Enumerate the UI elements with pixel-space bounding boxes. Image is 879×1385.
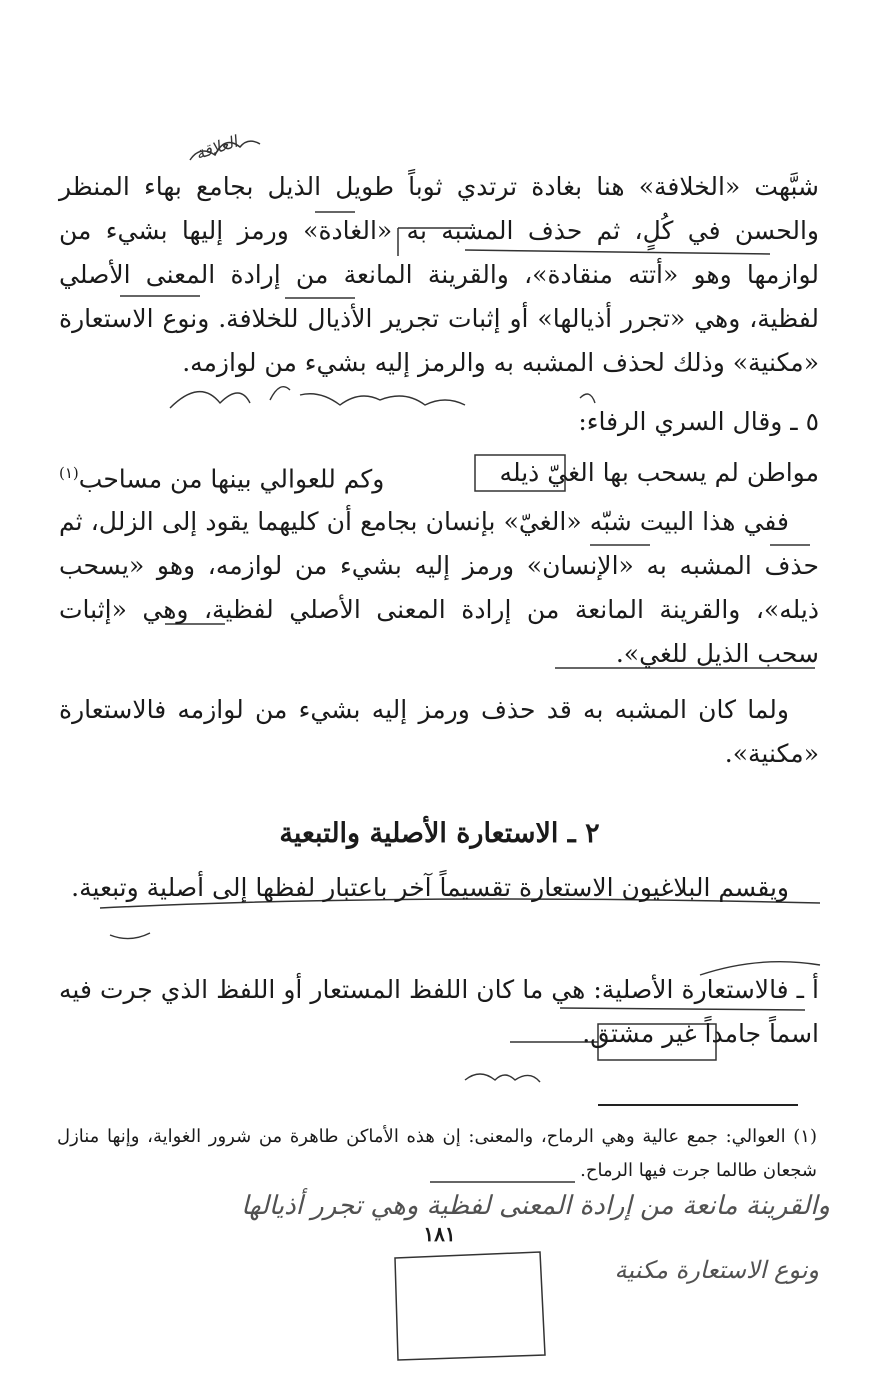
paragraph-5: ويقسم البلاغيون الاستعارة تقسيماً آخر باعتبار لفظها إلى أصلية وتبعية. xyxy=(71,873,789,902)
verse-second-hemistich xyxy=(59,450,384,502)
paragraph-1: شبَّهت «الخلافة» هنا بغادة ترتدي ثوباً طويل الذيل بجامع بهاء المنظر والحسن في كُلٍ، ثم حذف المشبه به «الغادة» ورمز إليها بشيء من لوازمها وهو «أتته منقادة»، والقرينة المانعة من إرادة المعنى الأصلي لفظية، وهي «تجرر أذيالها» أو إثبات تجرير الأذيال للخلافة. ونوع الاستعارة «مكنية» وذلك لحذف المشبه به والرمز إليه بشيء من لوازمه. xyxy=(59,172,819,377)
scribble-mark xyxy=(465,1074,540,1082)
section-heading: ٢ ـ الاستعارة الأصلية والتبعية xyxy=(279,818,600,849)
footnote-separator xyxy=(598,1104,798,1106)
paragraph-verse-intro: ٥ ـ وقال السري الرفاء: xyxy=(578,407,819,436)
handwritten-note-line-2: ونوع الاستعارة مكنية xyxy=(614,1256,819,1284)
paragraph-6: أ ـ فالاستعارة الأصلية: هي ما كان اللفظ المستعار أو اللفظ الذي جرت فيه اسماً جامداً غير مشتق. xyxy=(59,975,819,1048)
page-number: ١٨١ xyxy=(423,1222,456,1246)
handwritten-note-top: العلاقة xyxy=(193,131,240,164)
verse-second-text: وكم للعوالي بينها من مساحب xyxy=(78,464,385,494)
footnote: (١) العوالي: جمع عالية وهي الرماح، والمعنى: إن هذه الأماكن طاهرة من شرور الغواية، وإنها منازل شجعان طالما جرت فيها الرماح. xyxy=(57,1126,817,1181)
poetry-verse xyxy=(59,450,819,496)
scribble-mark xyxy=(110,933,150,939)
footnote-marker: (١) xyxy=(59,464,79,482)
verse-first-hemistich: مواطن لم يسحب بها الغيّ ذيله xyxy=(499,458,819,487)
paragraph-4: ولما كان المشبه به قد حذف ورمز إليه بشيء من لوازمه فالاستعارة «مكنية». xyxy=(59,695,819,768)
handwritten-note-line-1: والقرينة مانعة من إرادة المعنى لفظية وهي تجرر أذيالها xyxy=(241,1191,830,1221)
paragraph-3: ففي هذا البيت شبّه «الغيّ» بإنسان بجامع أن كليهما يقود إلى الزلل، ثم حذف المشبه به «الإنسان» ورمز إليه بشيء من لوازمه، وهو «يسحب ذيله»، والقرينة المانعة من إرادة المعنى الأصلي لفظية، وهي «إثبات سحب الذيل للغي». xyxy=(59,507,819,668)
